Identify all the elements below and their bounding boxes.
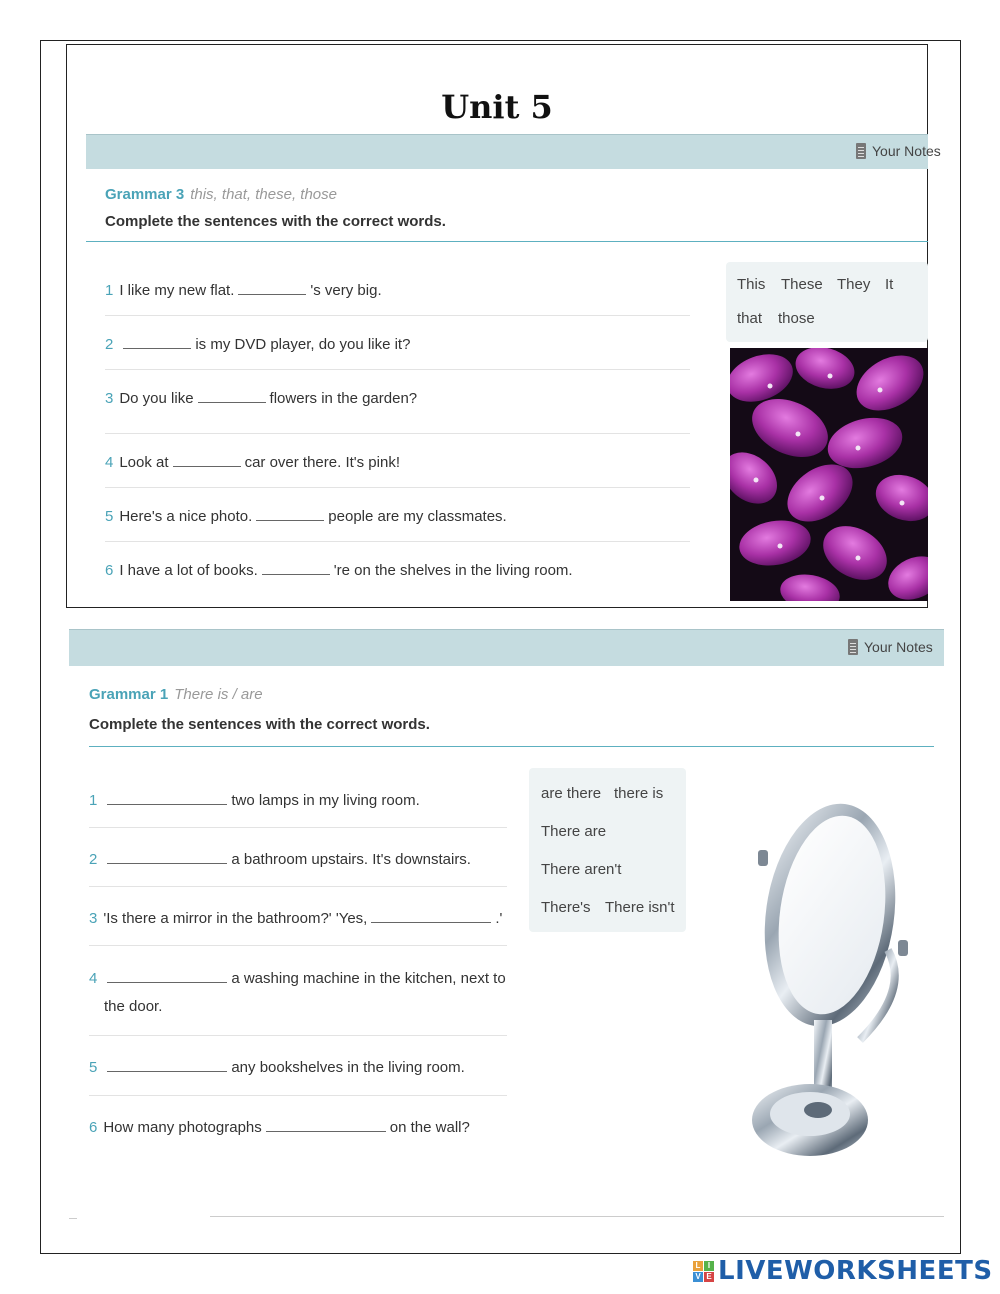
grammar-label: Grammar 3 bbox=[105, 186, 185, 203]
question-2: 2 is my DVD player, do you like it? bbox=[105, 333, 410, 355]
answer-blank[interactable] bbox=[256, 505, 324, 521]
answer-blank[interactable] bbox=[262, 559, 330, 575]
question-1: 1 I like my new flat. 's very big. bbox=[105, 279, 382, 301]
word-option[interactable]: that bbox=[737, 310, 763, 327]
section1-divider bbox=[86, 241, 928, 242]
notepad-icon bbox=[856, 143, 866, 159]
word-option[interactable]: There isn't bbox=[605, 899, 675, 916]
word-option[interactable]: There are bbox=[541, 823, 607, 840]
answer-blank[interactable] bbox=[107, 789, 227, 805]
section2-divider bbox=[89, 746, 934, 747]
answer-blank[interactable] bbox=[238, 279, 306, 295]
grammar-topic: this, that, these, those bbox=[190, 186, 337, 203]
question-4-continued: the door. bbox=[104, 998, 163, 1015]
section1-heading bbox=[105, 186, 337, 203]
grammar-label: Grammar 1 bbox=[89, 686, 169, 703]
question-5: 5 Here's a nice photo. people are my classmates. bbox=[105, 505, 507, 527]
question-6: 6 How many photographs on the wall? bbox=[89, 1116, 470, 1138]
section2-word-bank bbox=[529, 768, 686, 932]
answer-blank[interactable] bbox=[107, 848, 227, 864]
question-6: 6 I have a lot of books. 're on the shelves in the living room. bbox=[105, 559, 573, 581]
question-4: 4 Look at car over there. It's pink! bbox=[105, 451, 400, 473]
word-option[interactable]: There's bbox=[541, 899, 591, 916]
answer-blank[interactable] bbox=[123, 333, 191, 349]
your-notes-button[interactable] bbox=[848, 639, 933, 655]
your-notes-label: Your Notes bbox=[864, 639, 933, 655]
section1-instruction: Complete the sentences with the correct words. bbox=[105, 213, 446, 230]
answer-blank[interactable] bbox=[173, 451, 241, 467]
section2-toolbar bbox=[69, 629, 944, 666]
notepad-icon bbox=[848, 639, 858, 655]
liveworksheets-logo bbox=[693, 1256, 993, 1286]
answer-blank[interactable] bbox=[107, 1056, 227, 1072]
question-3: 3 'Is there a mirror in the bathroom?' 'Yes, .' bbox=[89, 907, 502, 929]
section1-word-bank bbox=[726, 262, 928, 342]
question-5: 5 any bookshelves in the living room. bbox=[89, 1056, 465, 1078]
question-3: 3 Do you like flowers in the garden? bbox=[105, 387, 417, 409]
word-option[interactable]: It bbox=[885, 276, 894, 293]
word-option[interactable]: those bbox=[778, 310, 815, 327]
word-option[interactable]: This bbox=[737, 276, 766, 293]
mirror-image bbox=[740, 790, 920, 1170]
answer-blank[interactable] bbox=[107, 967, 227, 983]
purple-flowers-image bbox=[730, 348, 928, 601]
logo-mark: L I V E bbox=[693, 1261, 714, 1282]
answer-blank[interactable] bbox=[198, 387, 266, 403]
section2-bottom-line bbox=[210, 1216, 944, 1217]
page-title: Unit 5 bbox=[441, 88, 553, 126]
word-option[interactable]: These bbox=[781, 276, 823, 293]
word-option[interactable]: are there bbox=[541, 785, 602, 802]
question-1: 1 two lamps in my living room. bbox=[89, 789, 420, 811]
section1-toolbar bbox=[86, 134, 941, 169]
your-notes-button[interactable] bbox=[856, 143, 941, 159]
grammar-topic: There is / are bbox=[174, 686, 263, 703]
word-option[interactable]: There aren't bbox=[541, 861, 622, 878]
logo-text: LIVEWORKSHEETS bbox=[718, 1256, 993, 1286]
answer-blank[interactable] bbox=[371, 907, 491, 923]
word-option[interactable]: there is bbox=[614, 785, 664, 802]
question-4: 4 a washing machine in the kitchen, next to bbox=[89, 967, 506, 989]
section2-heading bbox=[89, 686, 263, 703]
question-2: 2 a bathroom upstairs. It's downstairs. bbox=[89, 848, 471, 870]
answer-blank[interactable] bbox=[266, 1116, 386, 1132]
word-option[interactable]: They bbox=[837, 276, 871, 293]
section2-instruction: Complete the sentences with the correct words. bbox=[89, 716, 430, 733]
your-notes-label: Your Notes bbox=[872, 143, 941, 159]
